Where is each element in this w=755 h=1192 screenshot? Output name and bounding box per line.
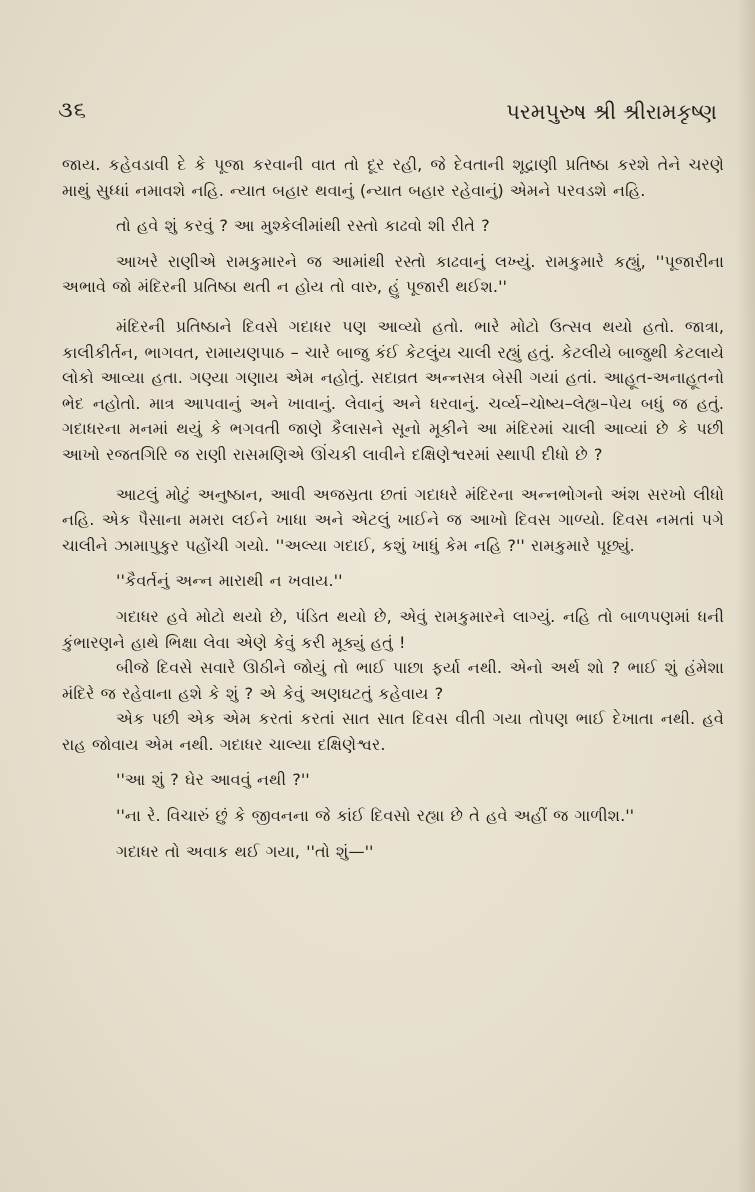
- paragraph: તો હવે શું કરવું ? આ મુશ્કેલીમાંથી રસ્તો કાઢવો શી રીતે ?: [116, 216, 490, 236]
- paragraph: ગદાધર તો અવાક થઈ ગયા, ''તો શું—'': [116, 841, 374, 861]
- paragraph: મંદિરની પ્રતિષ્ઠાને દિવસે ગદાધર પણ આવ્યો હતો. ભારે મોટો ઉત્સવ થયો હતો. જાત્રા, કાલીકીર્તન, ભાગવત, રામાયણપાઠ – ચારે બાજુ કંઈ કેટલુંય ચાલી રહ્યું હતું. કેટલીયે બાજુથી કેટલાયે લોકો આવ્યા હતા. ગણ્યા ગણાય એમ નહોતું. સદાવ્રત અન્નસત્ર બેસી ગયાં હતાં. આહૂત-અનાહૂતનો ભેદ નહોતો. માત્ર આપવાનું અને ખાવાનું. લેવાનું અને ધરવાનું. ચર્વ્ય–ચોષ્ય–લેહ્ય–પેય બધું જ હતું. ગદાધરના મનમાં થયું કે ભગવતી જાણે કૈલાસને સૂનો મૂકીને આ મંદિરમાં ચાલી આવ્યાં છે કે પછી આખો રજતગિરિ જ રાણી રાસમણિએ ઊંચકી લાવીને દક્ષિણેશ્વરમાં સ્થાપી દીધો છે ?: [62, 316, 724, 464]
- paragraph: ''કૈવર્તનું અન્ન મારાથી ન ખવાય.'': [116, 571, 343, 591]
- paragraph: જાય. કહેવડાવી દે કે પૂજા કરવાની વાત તો દૂર રહી, જે દેવતાની શૂદ્રાણી પ્રતિષ્ઠા કરશે તેને ચરણે માથું સુધ્ધાં નમાવશે નહિ. ન્યાત બહાર થવાનું (ન્યાત બહાર રહેવાનું) એમને પરવડશે નહિ.: [62, 155, 724, 200]
- paragraph: એક પછી એક એમ કરતાં કરતાં સાત સાત દિવસ વીતી ગયા તોપણ ભાઈ દેખાતા નથી. હવે રાહ જોવાય એમ નથી. ગદાધર ચાલ્યા દક્ષિણેશ્વર.: [62, 709, 724, 754]
- paragraph: આખરે રાણીએ રામકુમારને જ આમાંથી રસ્તો કાઢવાનું લખ્યું. રામકુમારે કહ્યું, ''પૂજારીના અભાવે જો મંદિરની પ્રતિષ્ઠા થતી ન હોય તો વારુ, હું પૂજારી થઈશ.'': [62, 251, 724, 297]
- paragraph: આટલું મોટું અનુષ્ઠાન, આવી અજસ્રતા છતાં ગદાધરે મંદિરના અન્નભોગનો અંશ સરખો લીધો નહિ. એક પૈસાના મમરા લઈને ખાધા અને એટલું ખાઈને જ આખો દિવસ ગાળ્યો. દિવસ નમતાં પગે ચાલીને ઝામાપુકુર પહોંચી ગયો. ''અલ્યા ગદાઈ, કશું ખાધું કેમ નહિ ?'' રામકુમારે પૂછ્યું.: [62, 484, 724, 555]
- paragraph: ગદાધર હવે મોટો થયો છે, પંડિત થયો છે, એવું રામકુમારને લાગ્યું. નહિ તો બાળપણમાં ધની કુંભારણને હાથે ભિક્ષા લેવા એણે કેવું કરી મૂક્યું હતું !: [62, 606, 724, 652]
- paragraph: ''ના રે. વિચારું છું કે જીવનના જે કાંઈ દિવસો રહ્યા છે તે હવે અહીં જ ગાળીશ.'': [116, 806, 635, 826]
- page-spine-shadow: [737, 0, 755, 1192]
- paragraph: બીજે દિવસે સવારે ઊઠીને જોયું તો ભાઈ પાછા ફર્યા નથી. એનો અર્થ શો ? ભાઈ શું હંમેશા મંદિરે જ રહેવાના હશે કે શું ? એ કેવું અણઘટતું કહેવાય ?: [62, 658, 724, 703]
- paragraph: ''આ શું ? ઘેર આવવું નથી ?'': [116, 770, 310, 790]
- body-text: [62, 152, 724, 864]
- page-number: ૩૬: [58, 98, 87, 123]
- running-head: પરમપુરુષ શ્રી શ્રીરામકૃષ્ણ: [506, 100, 717, 124]
